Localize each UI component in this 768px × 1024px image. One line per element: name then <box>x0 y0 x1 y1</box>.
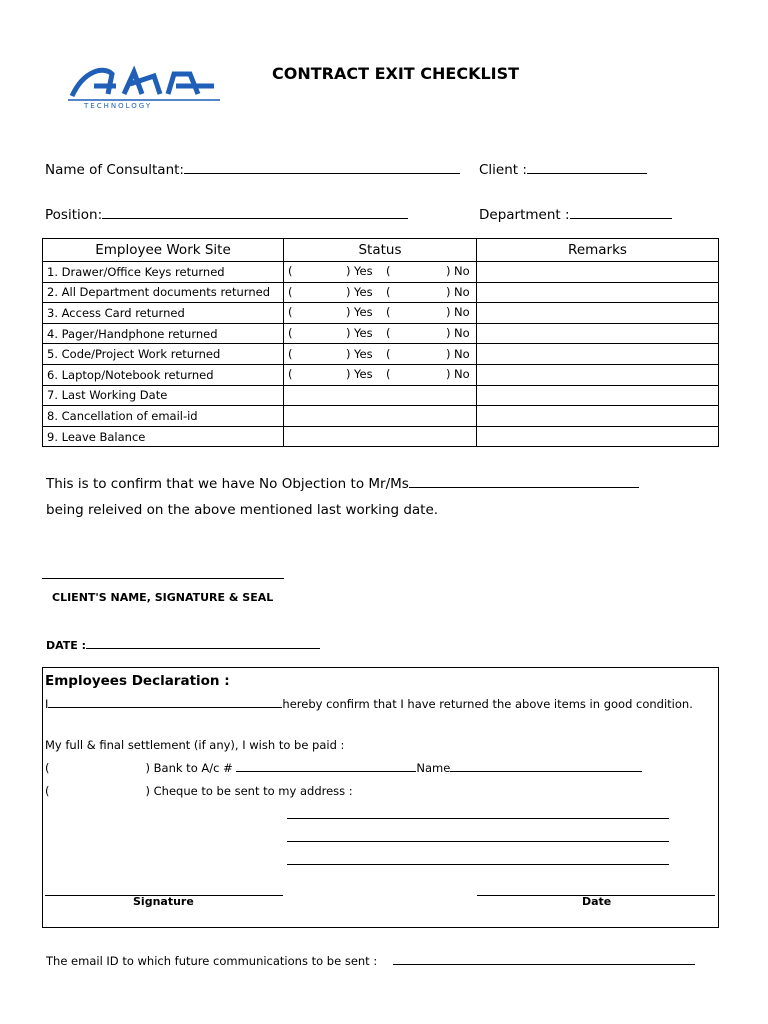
mr-ms-line[interactable] <box>409 473 639 488</box>
declaration-title: Employees Declaration : <box>45 673 230 689</box>
email-id-field: The email ID to which future communications to be sent : <box>46 954 695 968</box>
client-field <box>479 159 647 178</box>
declaration-confirm: I hereby confirm that I have returned the above items in good condition. <box>45 697 693 711</box>
status-cell[interactable]: ( ) Yes ( ) No <box>284 323 477 344</box>
position-label: Position: <box>45 207 103 223</box>
table-row <box>43 364 719 385</box>
table-row <box>43 426 719 447</box>
address-line-2[interactable] <box>287 841 669 842</box>
client-label: Client : <box>479 162 527 178</box>
status-cell[interactable]: ( ) Yes ( ) No <box>284 344 477 365</box>
remarks-cell[interactable] <box>477 344 719 365</box>
remarks-cell[interactable] <box>477 364 719 385</box>
table-row <box>43 323 719 344</box>
item-cell: 9. Leave Balance <box>43 426 284 447</box>
status-cell[interactable] <box>284 426 477 447</box>
client-signature-label: CLIENT'S NAME, SIGNATURE & SEAL <box>52 591 274 604</box>
checklist-table <box>42 238 719 447</box>
remarks-cell[interactable] <box>477 323 719 344</box>
page-title: CONTRACT EXIT CHECKLIST <box>272 64 520 83</box>
table-row <box>43 344 719 365</box>
consultant-field <box>45 159 460 178</box>
address-line-3[interactable] <box>287 864 669 865</box>
item-cell: 8. Cancellation of email-id <box>43 406 284 427</box>
email-id-line[interactable] <box>393 954 695 965</box>
item-cell: 2. All Department documents returned <box>43 282 284 303</box>
status-cell[interactable]: ( ) Yes ( ) No <box>284 262 477 283</box>
table-header-row <box>43 239 719 262</box>
department-label: Department : <box>479 207 570 223</box>
bank-option[interactable]: ( ) Bank to A/c # Name <box>45 761 642 775</box>
settlement-text: My full & final settlement (if any), I wish to be paid : <box>45 738 345 752</box>
confirmation-line-1: This is to confirm that we have No Objection to Mr/Ms <box>46 473 639 492</box>
account-name-line[interactable] <box>450 761 642 772</box>
position-line[interactable] <box>102 204 408 219</box>
signature-label: Signature <box>133 895 194 908</box>
date-label: Date <box>582 895 612 908</box>
item-cell: 5. Code/Project Work returned <box>43 344 284 365</box>
status-cell[interactable]: ( ) Yes ( ) No <box>284 303 477 324</box>
confirmation-line-2: being releived on the above mentioned last working date. <box>46 502 439 518</box>
department-line[interactable] <box>570 204 672 219</box>
account-number-line[interactable] <box>236 761 416 772</box>
client-line[interactable] <box>527 159 647 174</box>
item-cell: 6. Laptop/Notebook returned <box>43 364 284 385</box>
position-field <box>45 204 408 223</box>
logo-subtext: TECHNOLOGY <box>84 102 153 110</box>
employee-declaration-box <box>42 667 719 928</box>
department-field <box>479 204 672 223</box>
header-work-site: Employee Work Site <box>43 239 284 262</box>
item-cell: 1. Drawer/Office Keys returned <box>43 262 284 283</box>
remarks-cell[interactable] <box>477 426 719 447</box>
company-logo <box>64 64 224 112</box>
remarks-cell[interactable] <box>477 406 719 427</box>
declarant-name-line[interactable] <box>48 697 282 708</box>
remarks-cell[interactable] <box>477 262 719 283</box>
table-row <box>43 282 719 303</box>
table-row <box>43 303 719 324</box>
header-status: Status <box>284 239 477 262</box>
client-signature-line[interactable] <box>42 578 284 579</box>
remarks-cell[interactable] <box>477 385 719 406</box>
item-cell: 4. Pager/Handphone returned <box>43 323 284 344</box>
status-cell[interactable]: ( ) Yes ( ) No <box>284 364 477 385</box>
cheque-option[interactable]: ( ) Cheque to be sent to my address : <box>45 784 353 798</box>
consultant-line[interactable] <box>184 159 460 174</box>
remarks-cell[interactable] <box>477 303 719 324</box>
address-line-1[interactable] <box>287 818 669 819</box>
table-row <box>43 385 719 406</box>
table-row <box>43 262 719 283</box>
status-cell[interactable] <box>284 385 477 406</box>
remarks-cell[interactable] <box>477 282 719 303</box>
item-cell: 3. Access Card returned <box>43 303 284 324</box>
client-date-line[interactable] <box>86 637 320 649</box>
consultant-label: Name of Consultant: <box>45 162 184 178</box>
client-date-field: DATE : <box>46 637 320 652</box>
item-cell: 7. Last Working Date <box>43 385 284 406</box>
header-remarks: Remarks <box>477 239 719 262</box>
status-cell[interactable]: ( ) Yes ( ) No <box>284 282 477 303</box>
table-row <box>43 406 719 427</box>
status-cell[interactable] <box>284 406 477 427</box>
